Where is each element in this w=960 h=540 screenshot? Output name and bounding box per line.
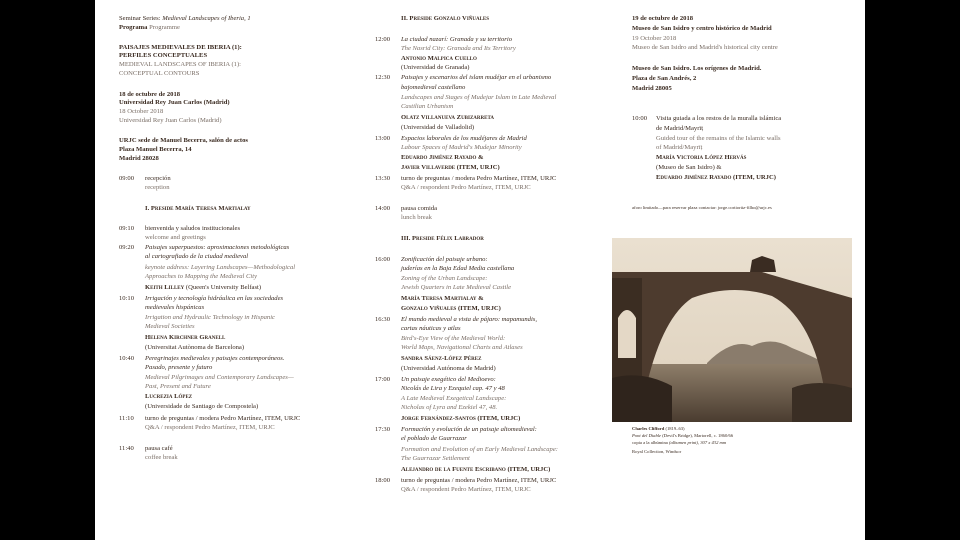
zoning-en-1: Zoning of the Urban Landscape: [401,275,488,282]
time-1200: 12:00 [375,36,391,43]
exegetical-en-1: A Late Medieval Exegetical Landscape: [401,395,507,402]
guarrazar-es-2: el poblado de Guarrazar [401,435,467,442]
time-1730: 17:30 [375,426,391,433]
pilgrimage-en-1: Medieval Pilgrimages and Contemporary Landscapes— [145,374,294,381]
programme-sheet [95,0,865,540]
labour-en: Labour Spaces of Madrid's Mudejar Minority [401,144,522,151]
birdseye-affiliation: (Universidad Autónoma de Madrid) [401,365,496,372]
labour-speaker-2: Javier Villaverde (ITEM, URJC) [401,164,500,171]
guarrazar-es-1: Formación y evolución de un paisaje altomedieval: [401,426,537,433]
pilgrimage-affiliation: (Universidade de Santiago de Compostela) [145,403,259,410]
foreground-rocks [612,375,672,422]
coffee-en: coffee break [145,454,178,461]
programme-label: Programme [149,24,180,31]
visit-speaker-1: María Victoria López Hervás [656,154,747,161]
exegetical-es-1: Un paisaje exegético del Medioevo: [401,376,496,383]
time-0920: 09:20 [119,244,135,251]
title-es-2: PERFILES CONCEPTUALES [119,52,208,59]
nasrid-es: La ciudad nazarí: Granada y su territorio [401,36,512,43]
keynote-affiliation: (Queen's University Belfast) [185,284,262,291]
venue-line-1: URJC sede de Manuel Becerra, salón de actos [119,137,248,144]
caption-medium-2: (albumen print), 307 x 432 mm [669,440,727,445]
visit-affiliation: (Museo de San Isidro) & [656,164,722,171]
nasrid-affiliation: (Universidad de Granada) [401,64,470,71]
pilgrimage-es-1: Peregrinajes medievales y paisajes contemporáneos. [145,355,285,362]
birdseye-en-2: World Maps, Navigational Charts and Atlases [401,344,523,351]
qa2-en: Q&A / respondent Pedro Martínez, ITEM, URJC [401,184,531,191]
booking-note: aforo limitado—para reservar plaza contactar: jorge.cortiortiz-filho@urjc.es [632,205,772,210]
pilgrimage-es-2: Pasado, presente y futuro [145,364,213,371]
reception-es: recepción [145,175,171,182]
qa3-es: turno de preguntas / modera Pedro Martínez, ITEM, URJC [401,477,557,484]
zoning-speaker-2: Gonzalo Viñuales (ITEM, URJC) [401,305,501,312]
small-arch [618,310,636,358]
visit-en-2: of Madrid/Mayrīṭ [656,144,703,151]
time-1330: 13:30 [375,175,391,182]
venue-line-2: Plaza Manuel Becerra, 14 [119,146,192,153]
zoning-speaker-1: María Teresa Martialay & [401,295,484,302]
time-0900: 09:00 [119,175,135,182]
series-label: Seminar Series: [119,15,161,22]
nasrid-speaker: Antonio Malpica Cuello [401,55,477,62]
session-1-heading: I. Preside María Teresa Martialay [145,205,251,212]
guarrazar-en-2: The Guarrazar Settlement [401,455,470,462]
pilgrimage-en-2: Past, Present and Future [145,383,211,390]
exegetical-es-2: Nicolás de Lira y Ezequiel cap. 47 y 48 [401,385,505,392]
exegetical-speaker: Jorge Fernández-Santos (ITEM, URJC) [401,415,521,422]
coffee-es: pausa café [145,445,173,452]
guarrazar-en-1: Formation and Evolution of an Early Medieval Landscape: [401,446,558,453]
time-1010: 10:10 [119,295,135,302]
caption-collection: Royal Collection, Windsor [632,449,682,454]
welcome-en: welcome and greetings [145,234,206,241]
keynote-en-2: Approaches to Mapping the Medieval City [145,273,258,280]
qa3-en: Q&A / respondent Pedro Martínez, ITEM, URJC [401,486,531,493]
caption-title-line [632,433,733,439]
caption-medium-line [632,440,726,446]
lunch-en: lunch break [401,214,432,221]
mudejar-en-1: Landscapes and Stages of Mudejar Islam in Late Medieval [401,94,557,101]
caption-medium: copia a la albúmina [632,440,668,445]
labour-es: Espacios laborales de los mudéjares de Madrid [401,135,527,142]
irrigation-es-2: medievales hispánicas [145,304,205,311]
visit-speaker-2: Eduardo Jiménez Rayado (ITEM, URJC) [656,174,776,181]
qa1-es: turno de preguntas / modera Pedro Martínez, ITEM, URJC [145,415,301,422]
keynote-es-2: al cartografiado de la ciudad medieval [145,253,249,260]
day2-museum-en: Museo de San Isidro and Madrid's historical city centre [632,44,778,51]
time-1110: 11:10 [119,415,134,422]
keynote-es-1: Paisajes superpuestos: aproximaciones metodológicas [145,244,290,251]
qa1-en: Q&A / respondent Pedro Martínez, ITEM, URJC [145,424,275,431]
venue-line-3: Madrid 28028 [119,155,159,162]
programa-label: Programa [119,24,148,31]
birdseye-speaker: Sandra Sáenz-López Pérez [401,355,482,362]
mudejar-es-2: bajomedieval castellano [401,84,466,91]
caption-author-line [632,426,685,432]
mudejar-speaker: Olatz Villanueva Zubizarreta [401,114,495,121]
labour-speaker-1: Eduardo Jiménez Rayado & [401,154,484,161]
title-en-2: CONCEPTUAL CONTOURS [119,70,200,77]
time-1600: 16:00 [375,256,391,263]
pilgrimage-speaker: Lucrezia López [145,393,193,400]
welcome-es: bienvenida y saludos institucionales [145,225,241,232]
guarrazar-speaker: Alejandro de la Fuente Escribano (ITEM, URJC) [401,466,551,473]
time-1400: 14:00 [375,205,391,212]
day2-venue-2: Plaza de San Andrés, 2 [632,75,697,82]
zoning-es-1: Zonificación del paisaje urbano: [401,256,488,263]
mudejar-es-1: Paisajes y escenarios del islam mudéjar en el urbanismo [401,74,552,81]
right-rocks [792,383,852,422]
date-es: 18 de octubre de 2018 [119,91,181,98]
session-3-heading: III. Preside Félix Labrador [401,235,484,242]
day2-date-es: 19 de octubre de 2018 [632,15,694,22]
caption-title-2: (Devil's Bridge), Martorell, c. 1860/66 [662,433,734,438]
irrigation-es-1: Irrigación y tecnología hidráulica en las sociedades [145,295,284,302]
time-1140: 11:40 [119,445,134,452]
irrigation-affiliation: (Universitat Autònoma de Barcelona) [145,344,245,351]
birdseye-en-1: Bird's-Eye View of the Medieval World: [401,335,506,342]
day2-venue-3: Madrid 28005 [632,85,672,92]
date-en: 18 October 2018 [119,108,164,115]
mudejar-affiliation: (Universidad de Valladolid) [401,124,475,131]
birdseye-es-1: El mundo medieval a vista de pájaro: mapamundis, [401,316,538,323]
caption-author: Charles Clifford [632,426,665,431]
keynote-speaker: Keith Lilley [145,284,185,291]
visit-es-1: Visita guiada a los restos de la muralla islámica [656,115,782,122]
time-1040: 10:40 [119,355,135,362]
zoning-en-2: Jewish Quarters in Late Medieval Castile [401,284,512,291]
time-1300: 13:00 [375,135,391,142]
bridge-photograph [612,238,852,422]
irrigation-en-2: Medieval Societies [145,323,195,330]
title-es-1: PAISAJES MEDIEVALES DE IBERIA (1): [119,44,242,51]
visit-en-1: Guided tour of the remains of the Islamic walls [656,135,781,142]
title-en-1: MEDIEVAL LANDSCAPES OF IBERIA (1): [119,61,241,68]
nasrid-en: The Nasrid City: Granada and Its Territory [401,45,516,52]
time-0910: 09:10 [119,225,135,232]
programme-line [119,24,180,32]
reception-en: reception [145,184,170,191]
time-1000: 10:00 [632,115,648,122]
mudejar-en-2: Castilian Urbanism [401,103,454,110]
birdseye-es-2: cartas náuticas y atlas [401,325,461,332]
university-es: Universidad Rey Juan Carlos (Madrid) [119,99,230,106]
university-en: Universidad Rey Juan Carlos (Madrid) [119,117,222,124]
visit-es-2: de Madrid/Mayrīṭ [656,125,704,132]
irrigation-en-1: Irrigation and Hydraulic Technology in Hispanic [145,314,275,321]
day2-date-en: 19 October 2018 [632,35,677,42]
day2-museum-es: Museo de San Isidro y centro histórico de Madrid [632,25,772,32]
series-line [119,15,251,23]
caption-title: Pont del Diable [632,433,662,438]
time-1230: 12:30 [375,74,391,81]
irrigation-speaker: Helena Kirchner Granell [145,334,226,341]
lunch-es: pausa comida [401,205,438,212]
time-1630: 16:30 [375,316,391,323]
session-2-heading: II. Preside Gonzalo Viñuales [401,15,490,22]
exegetical-en-2: Nicholas of Lyra and Ezekiel 47, 48. [401,404,498,411]
caption-years: (1819–63) [665,426,685,431]
series-title: Medieval Landscapes of Iberia, 1 [162,15,251,22]
time-1700: 17:00 [375,376,391,383]
keynote-speaker-line [145,284,261,292]
qa2-es: turno de preguntas / modera Pedro Martínez, ITEM, URJC [401,175,557,182]
keynote-en-1: keynote address: Layering Landscapes—Methodological [145,264,296,271]
bridge-illustration [612,238,852,422]
time-1800: 18:00 [375,477,391,484]
zoning-es-2: juderías en la Baja Edad Media castellana [401,265,515,272]
day2-venue-1: Museo de San Isidro. Los orígenes de Madrid. [632,65,762,72]
